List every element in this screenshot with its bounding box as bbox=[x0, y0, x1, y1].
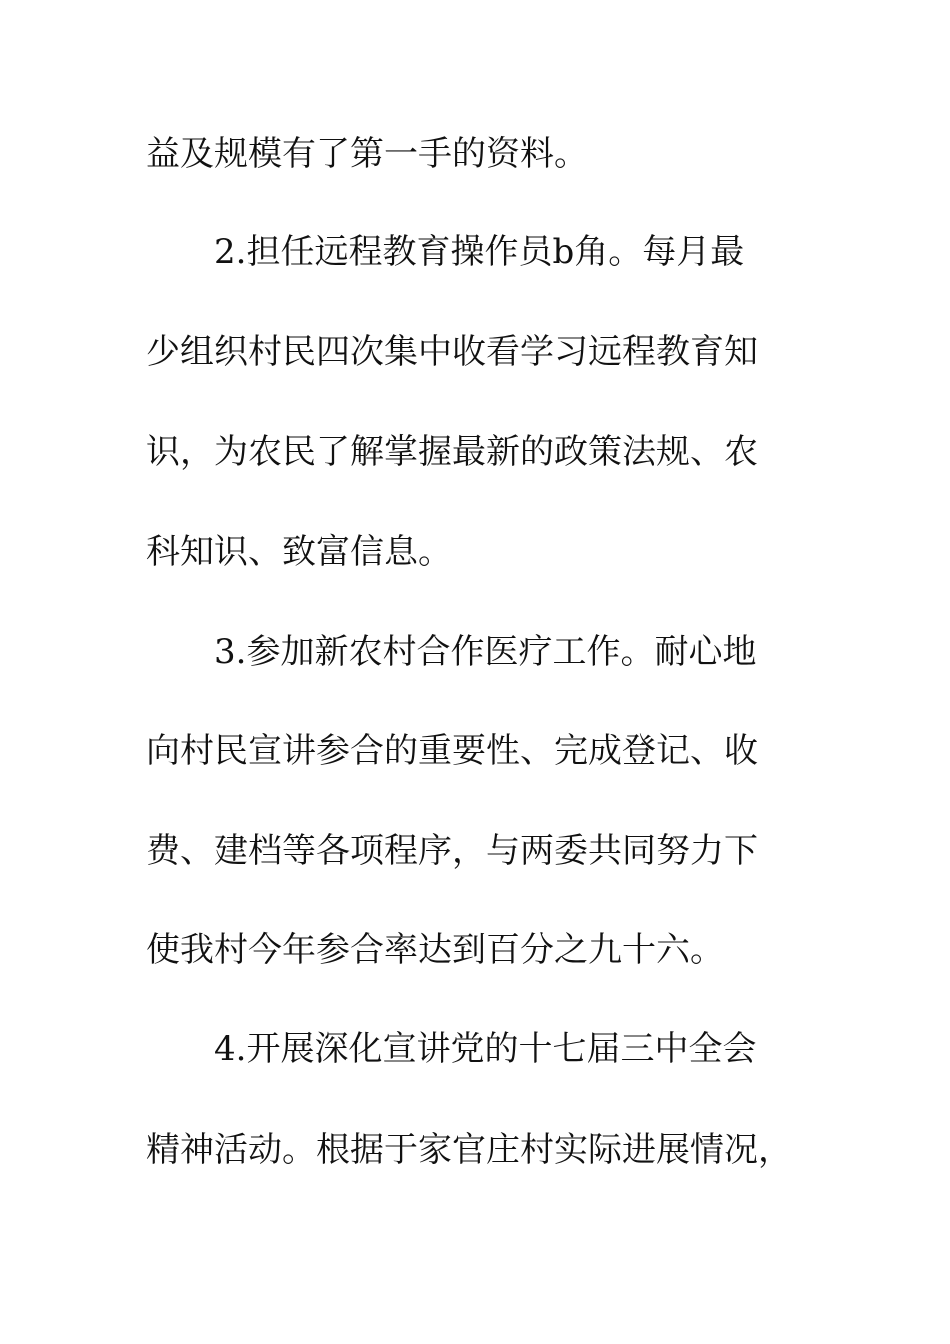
text-line-10: 4.开展深化宣讲党的十七届三中全会 bbox=[214, 1029, 757, 1069]
text-line-6: 3.参加新农村合作医疗工作。耐心地 bbox=[214, 632, 757, 672]
text-line-5: 科知识、致富信息。 bbox=[146, 532, 452, 572]
text-line-11: 精神活动。根据于家官庄村实际进展情况， bbox=[146, 1130, 792, 1170]
text-line-4: 识，为农民了解掌握最新的政策法规、农 bbox=[146, 432, 758, 472]
text-line-3: 少组织村民四次集中收看学习远程教育知 bbox=[146, 332, 758, 372]
text-line-9: 使我村今年参合率达到百分之九十六。 bbox=[146, 930, 724, 970]
text-line-7: 向村民宣讲参合的重要性、完成登记、收 bbox=[146, 731, 758, 771]
text-line-1: 益及规模有了第一手的资料。 bbox=[146, 134, 588, 174]
text-line-2: 2.担任远程教育操作员b角。每月最 bbox=[214, 232, 745, 272]
text-line-8: 费、建档等各项程序，与两委共同努力下 bbox=[146, 831, 758, 871]
